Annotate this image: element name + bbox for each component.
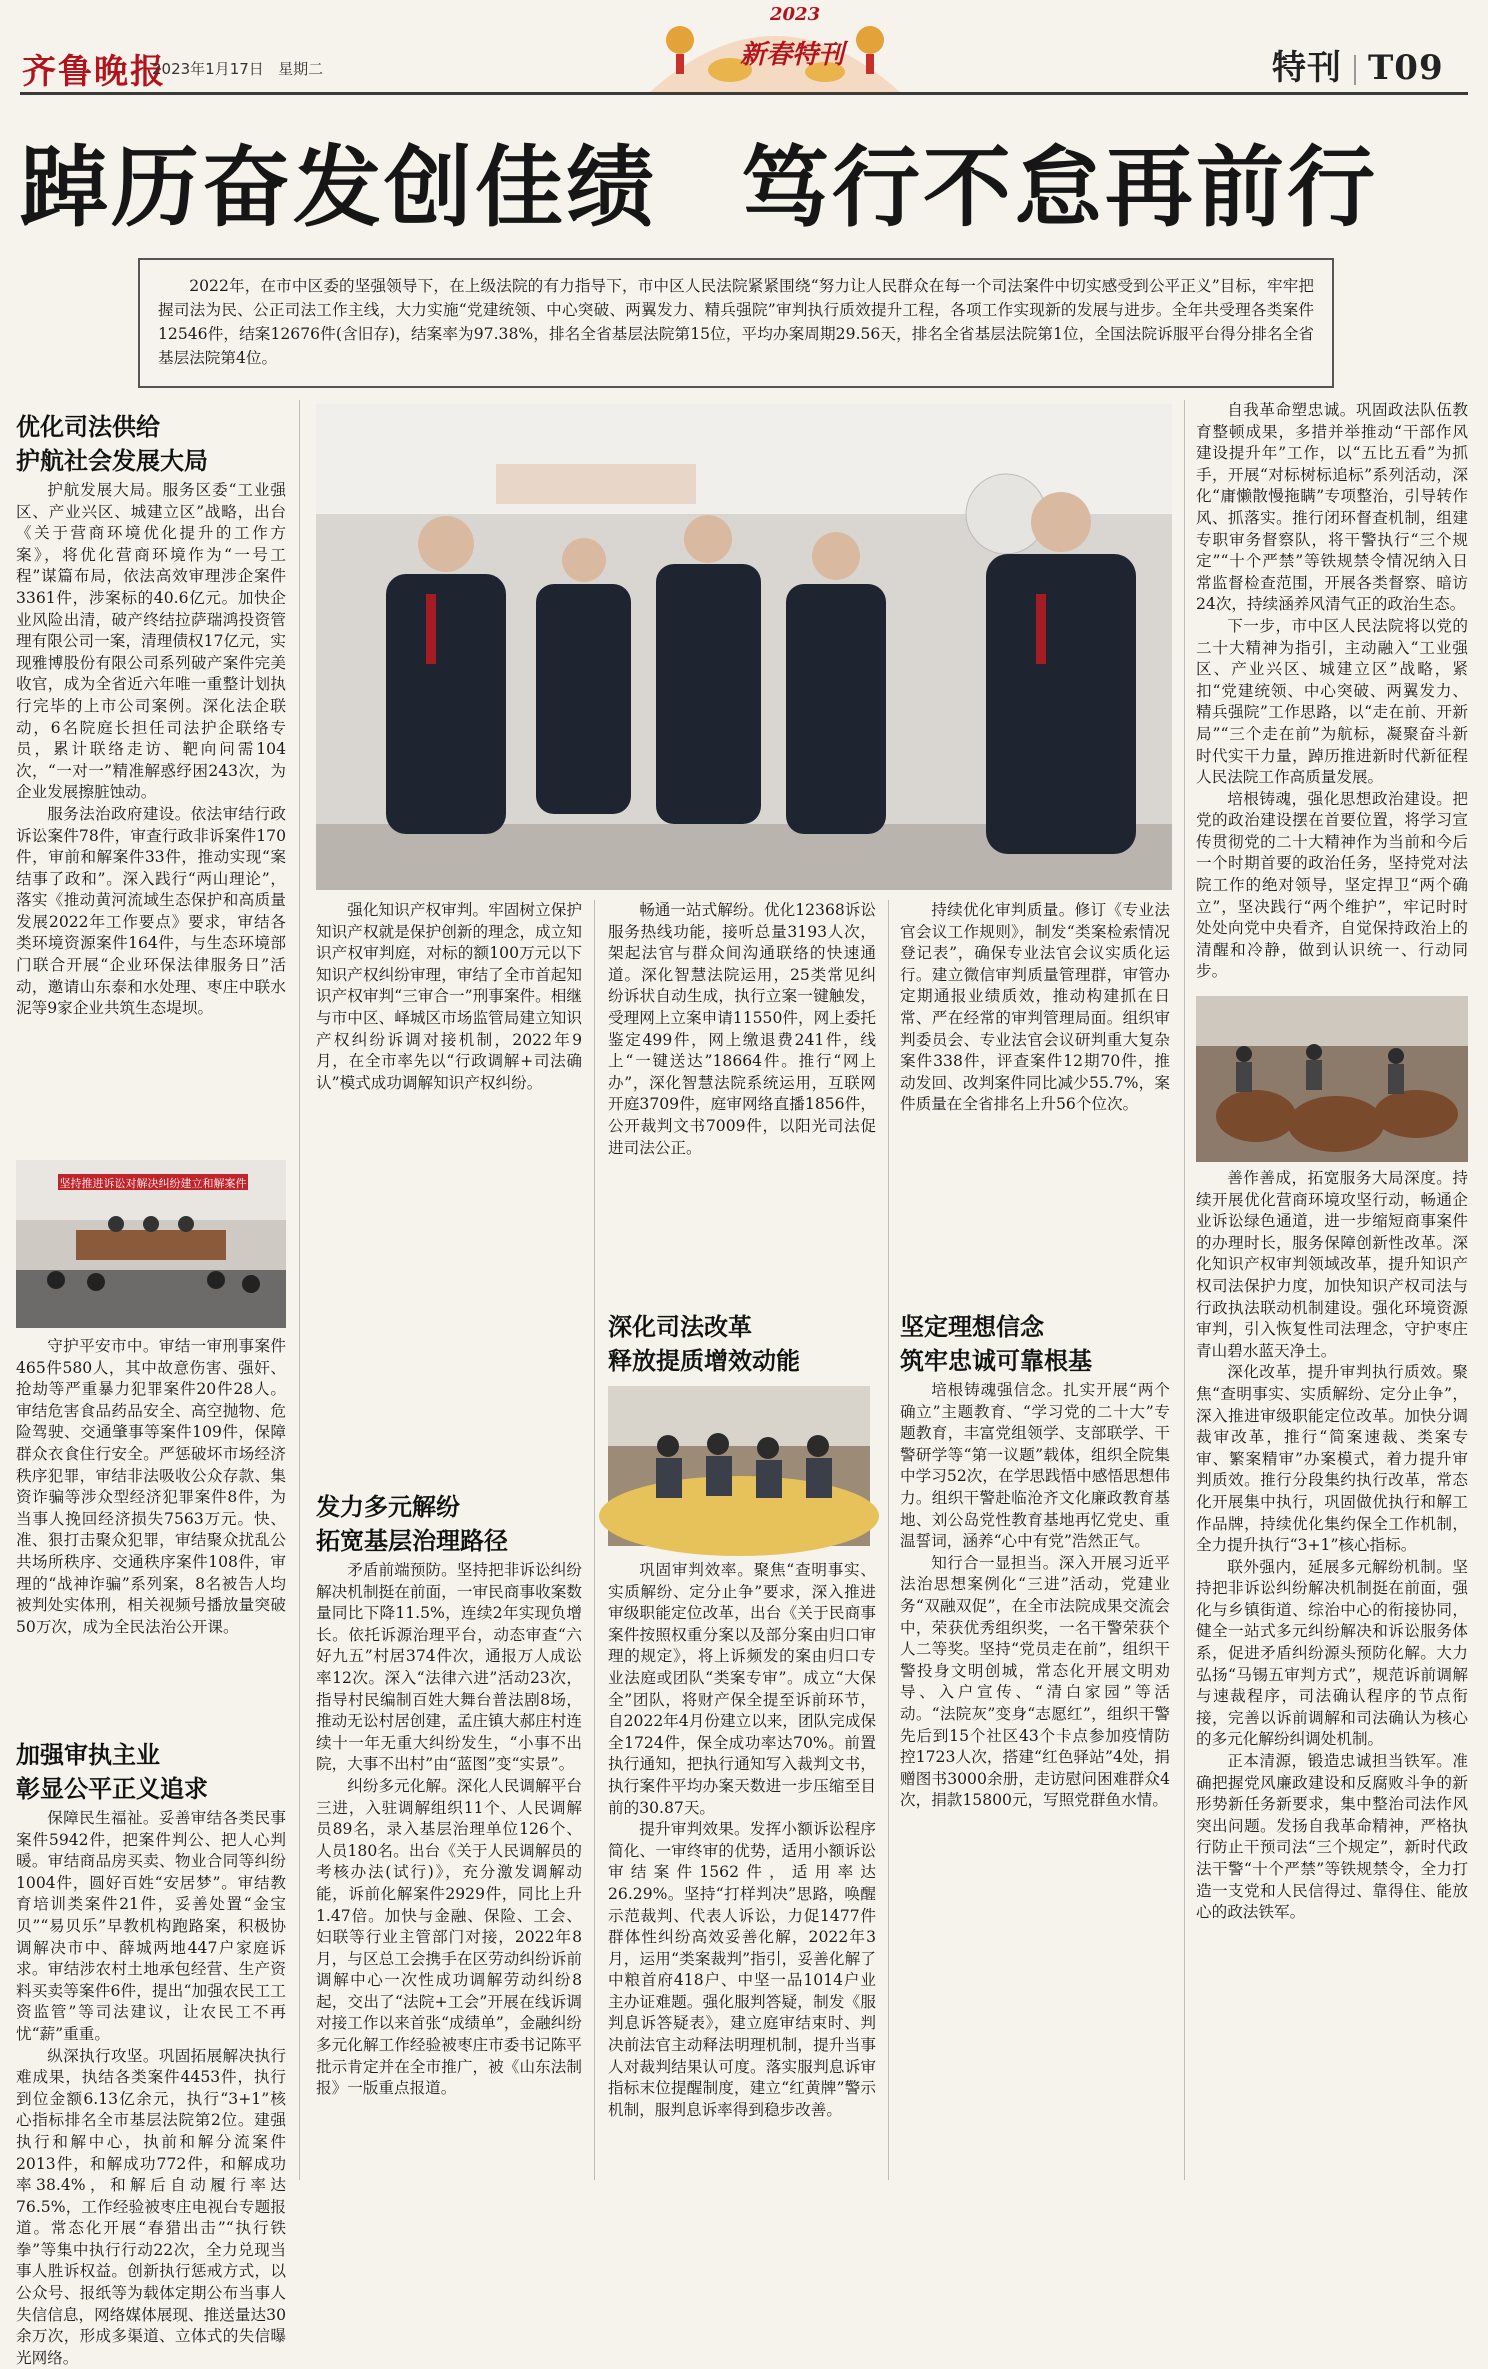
lead-summary-box [138, 258, 1334, 388]
issue-date: 2023年1月17日 [152, 60, 264, 78]
section-heading-1-line2: 护航社会发展大局 [16, 446, 208, 475]
paragraph: 守护平安市中。审结一审刑事案件465件580人，其中故意伤害、强奸、抢劫等严重暴力犯罪案件20件28人。审结危害食品药品安全、高空抛物、危险驾驶、交通肇事等案件109件，保障群众衣食住行安全。严惩破坏市场经济秩序犯罪，审结非法吸收公众存款、集资诈骗等涉众型经济犯罪案件8件，为当事人挽回经济损失7563万元。快、准、狠打击聚众犯罪，审结聚众扰乱公共场所秩序、交通秩序案件108件，审理的“战神诈骗”系列案，8名被告人均被判处实体刑，相关视频号播放量突破50万次，成为全民法治公开课。 [16, 1337, 286, 1636]
column-divider [888, 900, 889, 2180]
section-heading-5-line2: 筑牢忠诚可靠根基 [900, 1346, 1092, 1375]
paragraph: 矛盾前端预防。坚持把非诉讼纠纷解决机制挺在前面，一审民商事收案数量同比下降11.5%，连续2年实现负增长。依托诉源治理平台，动态审查“六好九五”村居374件次，通报万人成讼率12次。深入“法律六进”活动23次，指导村民编制百姓大舞台普法剧8场，推动无讼村居创建，孟庄镇大郝庄村连续十一年无重大纠纷发生，“小事不出院，大事不出村”由“蓝图”变“实景”。 [316, 1561, 582, 1774]
paragraph: 纵深执行攻坚。巩固拓展解决执行难成果，执结各类案件4453件，执行到位金额6.13亿余元，执行“3+1”核心指标排名全市基层法院第2位。建强执行和解中心，执前和解分流案件2013件，和解成功772件，和解成功率38.4%，和解后自动履行率达76.5%，工作经验被枣庄电视台专题报道。常态化开展“春猎出击”“执行铁拳”等集中执行行动22次，全力兑现当事人胜诉权益。创新执行惩戒方式，以公众号、报纸等为载体定期公布当事人失信信息，网络媒体展现、推送量达30余万次，形成多渠道、立体式的失信曝光网络。 [16, 2046, 286, 2367]
headline-right: 笃行不怠再前行 [741, 135, 1379, 239]
column-divider [299, 400, 300, 2180]
paragraph: 服务法治政府建设。依法审结行政诉讼案件78件，审查行政非诉案件170件，审前和解案件33件，推动实现“案结事了政和”。深入践行“两山理论”，落实《推动黄河流域生态保护和高质量发展2022年工作要点》要求，审结各类环境资源案件164件，与生态环境部门联合开展“企业环保法律服务日”活动，邀请山东泰和水处理、枣庄中联水泥等9家企业共筑生态堤坝。 [16, 804, 286, 1018]
paragraph: 自我革命塑忠诚。巩固政法队伍教育整顿成果，多措并举推动“干部作风建设提升年”工作，以“五比五看”为抓手，开展“对标树标追标”系列活动，深化“庸懒散慢拖瞒”专项整治，引导转作风、抓落实。推行闭环督查机制，组建专职审务督察队，将干警执行“三个规定”“十个严禁”等铁规禁令情况纳入日常监督检查范围，开展各类督察、暗访24次，持续涵养风清气正的政治生态。 [1196, 401, 1468, 614]
article-column-3b [608, 1560, 876, 2178]
paragraph: 联外强内，延展多元解纷机制。坚持把非诉讼纠纷解决机制挺在前面，强化与乡镇街道、综治中心的衔接协同，健全一站式多元纠纷解决和诉讼服务体系，促进矛盾纠纷源头预防化解。大力弘扬“马锡五审判方式”，规范诉前调解与速裁程序，司法确认程序的节点衔接，完善以诉前调解和司法确认为核心的多元化解纷纠调处机制。 [1196, 1557, 1468, 1749]
paragraph: 持续优化审判质量。修订《专业法官会议工作规则》，制发“类案检索情况登记表”，确保专业法官会议实质化运行。建立微信审判质量管理群，审管办定期通报业绩质效，推动构建抓在日常、严在经常的审判管理局面。组织审判委员会、专业法官会议研判重大复杂案件338件，评查案件12期70件，推动发回、改判案件同比减少55.7%，案件质量在全省排名上升56个位次。 [900, 901, 1170, 1114]
section-heading-1-line1: 优化司法供给 [16, 412, 160, 441]
article-column-4a [900, 900, 1170, 1300]
page-number: T09 [1368, 48, 1444, 88]
lead-text: 2022年，在市中区委的坚强领导下，在上级法院的有力指导下，市中区人民法院紧紧围绕“努力让人民群众在每一个司法案件中切实感受到公平正义”目标，牢牢把握司法为民、公正司法工作主线，大力实施“党建统领、中心突破、两翼发力、精兵强院”审判执行质效提升工程，各项工作实现新的发展与进步。全年共受理各类案件12546件，结案12676件(含旧存)，结案率为97.38%，排名全省基层法院第15位，平均办案周期29.56天，排名全省基层法院第1位，全国法院诉服平台得分排名全省基层法院第4位。 [158, 277, 1314, 367]
column-divider [594, 900, 595, 2180]
section-heading-1 [16, 410, 216, 478]
section-heading-2-line2: 彰显公平正义追求 [16, 1774, 208, 1803]
section-heading-4-line2: 释放提质增效动能 [608, 1346, 800, 1375]
issue-weekday: 星期二 [278, 60, 324, 78]
warehouse-photo [1196, 996, 1468, 1162]
dateline [152, 58, 323, 79]
section-heading-3-line2: 拓宽基层治理路径 [316, 1526, 508, 1555]
section-heading-5-line1: 坚定理想信念 [900, 1312, 1044, 1341]
masthead-rule [20, 92, 1468, 95]
section-heading-3 [316, 1490, 576, 1558]
main-headline [20, 118, 1378, 244]
column-divider [1184, 400, 1185, 2180]
article-column-1c [16, 1808, 286, 2367]
article-column-1a [16, 480, 286, 1152]
paragraph: 保障民生福祉。妥善审结各类民事案件5942件，把案件判公、把人心判暖。审结商品房买卖、物业合同等纠纷1004件，圆好百姓“安居梦”。审结教育培训类案件21件，妥善处置“金宝贝”“易贝乐”早教机构跑路案，积极协调解决市中、薛城两地447户家庭诉求。审结涉农村土地承包经营、生产资料买卖等案件6件，提出“加强农民工工资监管”等司法建议，让农民工不再忧“薪”重重。 [16, 1809, 286, 2043]
article-column-2a [316, 900, 582, 1476]
banner-title: 新春特刊 [740, 40, 845, 70]
article-column-5a [1196, 400, 1468, 990]
article-column-4b [900, 1380, 1170, 2178]
headline-left: 踔历奋发创佳绩 [20, 135, 658, 239]
visit-inspection-photo [316, 404, 1172, 890]
section-heading-4 [608, 1310, 868, 1378]
photo-banner-text: 坚持推进诉讼对解决纠纷建立和解案件 [59, 1177, 247, 1190]
paragraph: 知行合一显担当。深入开展习近平法治思想案例化“三进”活动，党建业务“双融双促”，在全市法院成果交流会中，荣获优秀组织奖，一名干警荣获个人二等奖。坚持“党员走在前”，组织干警投身文明创城，常态化开展文明劝导、入户宣传、“清白家园”等活动。“法院灰”变身“志愿红”，组织干警先后到15个社区43个卡点参加疫情防控1723人次，搭建“红色驿站”4处，捐赠图书3000余册，走访慰问困难群众4次，捐款15800元，写照党群鱼水情。 [900, 1553, 1170, 1810]
section-name: 特刊 [1272, 48, 1342, 88]
paragraph: 畅通一站式解纷。优化12368诉讼服务热线功能，接听总量3193人次，架起法官与群众间沟通联络的快速通道。深化智慧法院运用，25类常见纠纷诉状自动生成，执行立案一键触发，受理网上立案申请11550件，网上委托鉴定499件，网上缴退费241件，线上“一键送达”18664件。推行“网上办”，深化智慧法院系统运用，互联网开庭3709件，庭审网络直播1856件，公开裁判文书7009件，以阳光司法促进司法公正。 [608, 901, 876, 1157]
article-column-5b [1196, 1168, 1468, 2178]
article-column-1b [16, 1336, 286, 1736]
masthead [0, 0, 1488, 118]
corn-harvest-photo [608, 1386, 870, 1546]
paragraph: 纠纷多元化解。深化人民调解平台三进，入驻调解组织11个、人民调解员89名，录入基层治理单位126个、人员180名。出台《关于人民调解员的考核办法(试行)》，充分激发调解动能，诉前化解案件2929件，同比上升1.47倍。加快与金融、保险、工会、妇联等行业主管部门对接，2022年8月，与区总工会携手在区劳动纠纷诉前调解中心一次性成功调解劳动纠纷8起，交出了“法院+工会”开展在线诉调对接工作以来首张“成绩单”，金融纠纷多元化解工作经验被枣庄市委书记陈平批示肯定并在全市推广，被《山东法制报》一版重点报道。 [316, 1776, 582, 2098]
paragraph: 培根铸魂强信念。扎实开展“两个确立”主题教育、“学习党的二十大”专题教育，丰富党组领学、支部联学、干警研学等“第一议题”载体，组织全院集中学习52次，在学思践悟中感悟思想伟力。组织干警赴临沧齐文化廉政教育基地、刘公岛党性教育基地再忆党史、重温誓词，涵养“心中有党”浩然正气。 [900, 1381, 1170, 1551]
section-heading-4-line1: 深化司法改革 [608, 1312, 752, 1341]
section-label [1272, 40, 1444, 89]
section-heading-3-line1: 发力多元解纷 [316, 1492, 460, 1521]
paragraph: 提升审判效果。发挥小额诉讼程序简化、一审终审的优势，适用小额诉讼审结案件1562件，适用率达26.29%。坚持“打样判决”思路，唤醒示范裁判、代表人诉讼，力促1477件群体性纠纷高效妥善化解，2022年3月，运用“类案裁判”指引，妥善化解了中粮首府418户、中坚一品1014户业主办证难题。强化服判答疑，制发《服判息诉答疑表》，建立庭审结束时、判决前法官主动释法明理机制，提升当事人对裁判结果认可度。落实服判息诉审指标末位提醒制度，建立“红黄牌”警示机制，服判息诉率得到稳步改善。 [608, 1820, 876, 2119]
article-column-2b [316, 1560, 582, 2178]
article-column-3a [608, 900, 876, 1300]
warehouse-photo-image [1196, 996, 1468, 1162]
courtroom-photo-image [16, 1160, 286, 1328]
paragraph: 下一步，市中区人民法院将以党的二十大精神为指引，主动融入“工业强区、产业兴区、城建立区”战略，紧扣“党建统领、中心突破、两翼发力、精兵强院”工作思路，以“走在前、开新局”“三个走在前”为航标，凝聚奋斗新时代实干力量，踔历推进新时代新征程人民法院工作高质量发展。 [1196, 616, 1468, 787]
paragraph: 巩固审判效率。聚焦“查明事实、实质解纷、定分止争”要求，深入推进审级职能定位改革，出台《关于民商事案件按照权重分案以及部分案由归口审理的规定》，将上诉频发的案由归口专业法庭或团队“类案专审”。成立“大保全”团队，将财产保全提至诉前环节，自2022年4月份建立以来，团队完成保全1724件，保全成功率达70%。前置执行通知，把执行通知写入裁判文书，执行案件平均办案天数进一步压缩至目前的30.87天。 [608, 1561, 876, 1817]
section-heading-5 [900, 1310, 1160, 1378]
courtroom-photo [16, 1160, 286, 1328]
paragraph: 正本清源，锻造忠诚担当铁军。准确把握党风廉政建设和反腐败斗争的新形势新任务新要求，集中整治司法作风突出问题。发扬自我革命精神，严格执行防止干预司法“三个规定”，新时代政法干警“十个严禁”等铁规禁令，全力打造一支党和人民信得过、靠得住、能放心的政法铁军。 [1196, 1752, 1468, 1922]
paragraph: 善作善成，拓宽服务大局深度。持续开展优化营商环境攻坚行动，畅通企业诉讼绿色通道，进一步缩短商事案件的办理时长，服务保障创新性改革。深化知识产权审判领域改革，提升知识产权司法保护力度，加快知识产权司法与行政执法联动机制建设。强化环境资源审判，引入恢复性司法理念，守护枣庄青山碧水蓝天净土。 [1196, 1169, 1468, 1360]
paragraph: 深化改革，提升审判执行质效。聚焦“查明事实、实质解纷、定分止争”，深入推进审级职能定位改革。加快分调裁审改革，推行“简案速裁、类案专审、繁案精审”办案模式，着力提升审判质效。推行分段集约执行改革，常态化开展集中执行，巩固做优执行和解工作品牌，持续优化集约保全工作机制，全力提升执行“3+1”核心指标。 [1196, 1363, 1468, 1555]
visit-inspection-photo-image [316, 404, 1172, 890]
section-heading-2 [16, 1738, 276, 1806]
paragraph: 培根铸魂，强化思想政治建设。把党的政治建设摆在首要位置，将学习宣传贯彻党的二十大精神作为当前和今后一个时期首要的政治任务，坚持党对法院工作的绝对领导，坚定捍卫“两个确立”，坚决践行“两个维护”，牢记时时处处向党中央看齐，自觉保持政治上的清醒和冷静，做到认识统一、行动同步。 [1196, 789, 1468, 981]
paragraph: 护航发展大局。服务区委“工业强区、产业兴区、城建立区”战略，出台《关于营商环境优化提升的工作方案》，将优化营商环境作为“一号工程”谋篇布局，依法高效审理涉企案件3361件，涉案标的40.6亿元。加快企业风险出清，破产终结拉萨瑞鸿投资管理有限公司一案，清理债权17亿元，实现雅博股份有限公司系列破产案件完美收官，成为全省近六年唯一重整计划执行完毕的上市公司案例。深化法企联动，6名院庭长担任司法护企联络专员，累计联络走访、靶向问需104次，“一对一”精准解惑纾困243次，为企业发展擦脏蚀动。 [16, 481, 286, 802]
paragraph: 强化知识产权审判。牢固树立保护知识产权就是保护创新的理念，成立知识产权审判庭，对标的额100万元以下知识产权纠纷审理，审结了全市首起知识产权审判“三审合一”刑事案件。相继与市中区、峄城区市场监管局建立知识产权纠纷诉调对接机制，2022年9月，在全市率先以“行政调解+司法确认”模式成功调解知识产权纠纷。 [316, 901, 582, 1092]
section-divider [1354, 55, 1356, 85]
section-heading-2-line1: 加强审执主业 [16, 1740, 160, 1769]
banner-year: 2023 [770, 4, 821, 25]
newspaper-logo: 齐鲁晚报 [22, 52, 166, 92]
corn-harvest-photo-image [608, 1386, 870, 1546]
